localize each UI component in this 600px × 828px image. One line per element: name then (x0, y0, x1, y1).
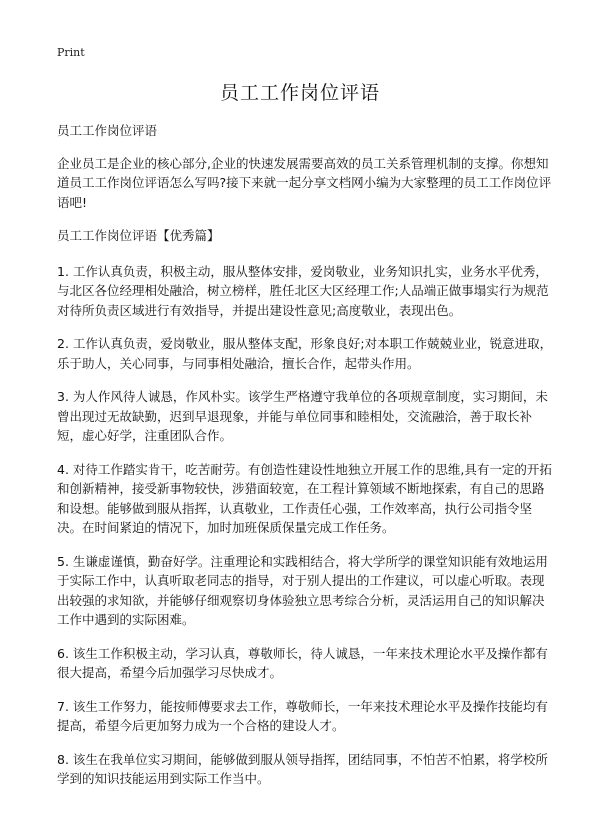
intro-paragraph: 企业员工是企业的核心部分,企业的快速发展需要高效的员工关系管理机制的支撑。你想知道员工工作岗位评语怎么写吗?接下来就一起分享文档网小编为大家整理的员工工作岗位评语吧! (57, 155, 552, 210)
document-title: 员工工作岗位评语 (219, 82, 380, 104)
evaluation-item: 3. 为人作风待人诚恳，作风朴实。该学生严格遵守我单位的各项规章制度，实习期间，未曾出现过无故缺勤，迟到早退现象，并能与单位同事和睦相处，交流融洽，善于取长补短，虚心好学，注重团队合作。 (57, 389, 548, 443)
evaluation-item: 7. 该生工作努力，能按师傅要求去工作，尊敬师长，一年来技术理论水平及操作技能均有提高，希望今后更加努力成为一个合格的建设人才。 (57, 698, 548, 733)
evaluation-item: 1. 工作认真负责，积极主动，服从整体安排，爱岗敬业，业务知识扎实，业务水平优秀，与北区各位经理相处融洽，树立榜样，胜任北区大区经理工作;人品端正做事塌实行为规范对待所负责区域进行有效指导，并提出建设性意见;高度敬业，表现出色。 (57, 263, 549, 318)
document-subtitle: 员工工作岗位评语 (57, 123, 158, 138)
evaluation-item: 4. 对待工作踏实肯干，吃苦耐劳。有创造性建设性地独立开展工作的思维,具有一定的开拓和创新精神，接受新事物较快，涉猎面较宽，在工程计算领域不断地探索，有自己的思路和设想。能够做到服从指挥，认真敬业，工作责任心强，工作效率高，执行公司指令坚决。在时间紧迫的情况下，加时加班保质保量完成工作任务。 (57, 461, 552, 535)
evaluation-item: 2. 工作认真负责，爱岗敬业，服从整体支配，形象良好;对本职工作兢兢业业，锐意进取，乐于助人，关心同事，与同事相处融洽，擅长合作，起带头作用。 (57, 336, 553, 371)
evaluation-item: 5. 生谦虚谨慎，勤奋好学。注重理论和实践相结合，将大学所学的课堂知识能有效地运用于实际工作中，认真听取老同志的指导，对于别人提出的工作建议，可以虚心听取。表现出较强的求知欲，并能够仔细观察切身体验独立思考综合分析，灵活运用自己的知识解决工作中遇到的实际困难。 (57, 553, 548, 627)
evaluation-item: 6. 该生工作积极主动，学习认真，尊敬师长，待人诚恳，一年来技术理论水平及操作都有很大提高，希望今后加强学习尽快成才。 (57, 645, 548, 680)
evaluation-item: 8. 该生在我单位实习期间，能够做到服从领导指挥，团结同事，不怕苦不怕累，将学校所学到的知识技能运用到实际工作当中。 (57, 751, 548, 786)
print-link[interactable]: Print (57, 46, 85, 59)
section-heading: 员工工作岗位评语【优秀篇】 (57, 228, 220, 243)
document-body (57, 121, 553, 803)
